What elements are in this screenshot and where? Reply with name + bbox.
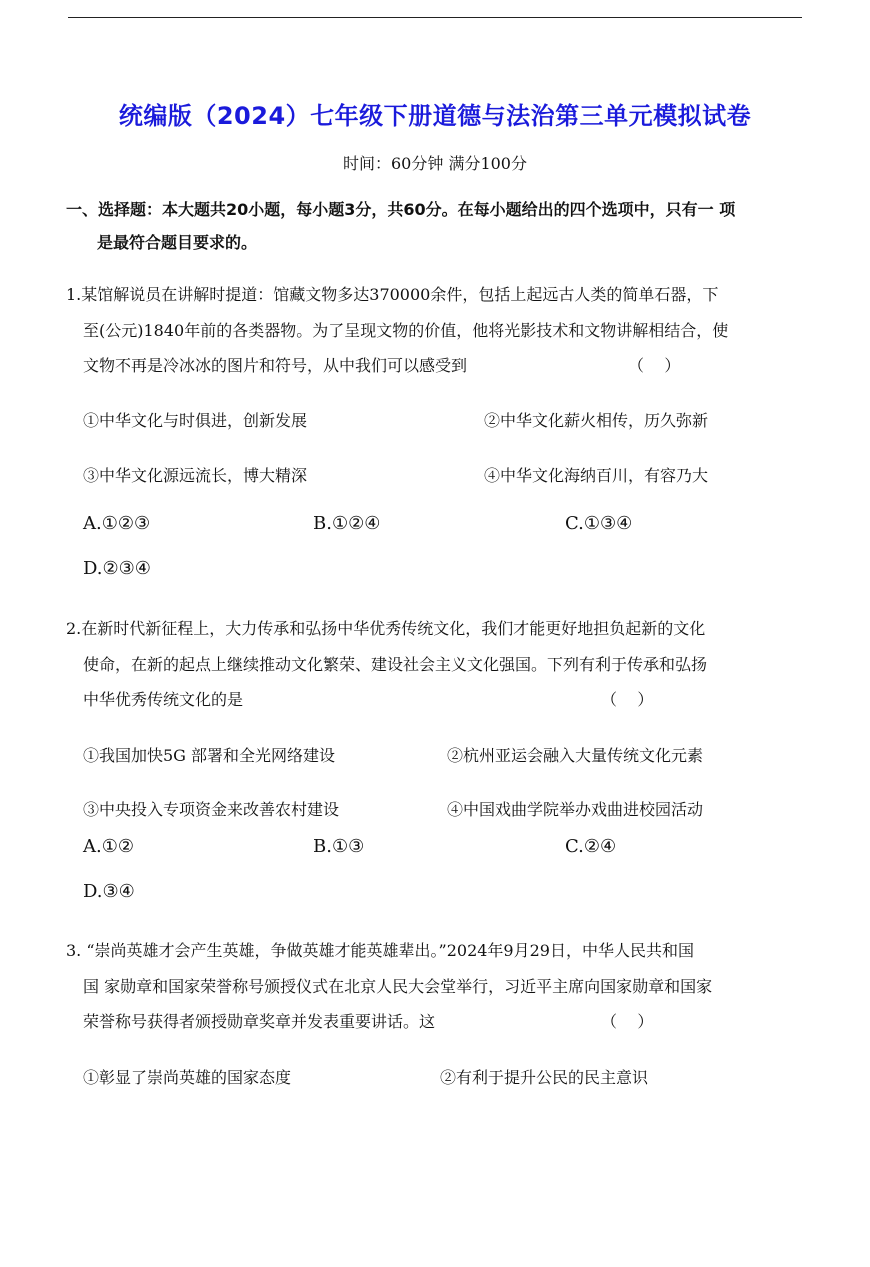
- question-2-statement-3: ③中央投入专项资金来改善农村建设: [83, 800, 340, 819]
- question-1-choice-b: B.①②④: [313, 513, 381, 534]
- exam-time-info: 时间：60分钟 满分100分: [343, 154, 527, 173]
- header-rule: [68, 17, 802, 18]
- question-3-line-3: 荣誉称号获得者颁授勋章奖章并发表重要讲话。这: [83, 1012, 436, 1031]
- question-1-answer-blank: （ ）: [628, 356, 681, 375]
- question-2-stem: [66, 611, 806, 718]
- section-heading-line-2: 是最符合题目要求的。: [97, 233, 258, 252]
- question-1-statement-3: ③中华文化源远流长，博大精深: [83, 466, 308, 485]
- question-1-line-1: 1.某馆解说员在讲解时提道：馆藏文物多达370000余件，包括上起远古人类的简单石器，下: [66, 285, 719, 304]
- question-3-statement-2: ②有利于提升公民的民主意识: [440, 1068, 649, 1087]
- question-1-line-3: 文物不再是冷冰冰的图片和符号，从中我们可以感受到: [83, 356, 468, 375]
- question-2-statement-2: ②杭州亚运会融入大量传统文化元素: [447, 746, 704, 765]
- question-1-choice-c: C.①③④: [565, 513, 633, 534]
- question-3-line-1: 3. “崇尚英雄才会产生英雄，争做英雄才能英雄辈出。”2024年9月29日，中华人民共和国: [66, 941, 694, 960]
- question-1-statement-2: ②中华文化薪火相传，历久弥新: [484, 411, 709, 430]
- question-2-line-1: 2.在新时代新征程上，大力传承和弘扬中华优秀传统文化，我们才能更好地担负起新的文化: [66, 619, 706, 638]
- document-title: 统编版（2024）七年级下册道德与法治第三单元模拟试卷: [118, 102, 752, 130]
- question-2-line-3: 中华优秀传统文化的是: [83, 690, 244, 709]
- question-3-answer-blank: （ ）: [601, 1012, 654, 1031]
- question-3-statement-1: ①彰显了崇尚英雄的国家态度: [83, 1068, 292, 1087]
- question-2-statement-1: ①我国加快5G 部署和全光网络建设: [83, 746, 336, 765]
- section-heading-line-1: 一、选择题：本大题共20小题，每小题3分，共60分。在每小题给出的四个选项中，只有一 项: [66, 200, 736, 219]
- question-1-stem: [66, 277, 806, 384]
- section-heading: [66, 193, 806, 259]
- question-2-choice-a: A.①②: [83, 836, 134, 857]
- question-3-stem: [66, 933, 806, 1040]
- question-2-answer-blank: （ ）: [601, 690, 654, 709]
- question-1-line-2: 至(公元)1840年前的各类器物。为了呈现文物的价值，他将光影技术和文物讲解相结合，使: [83, 320, 729, 340]
- question-1-statement-4: ④中华文化海纳百川，有容乃大: [484, 466, 709, 485]
- question-1-statement-1: ①中华文化与时俱进，创新发展: [83, 411, 308, 430]
- question-1-choice-d: D.②③④: [83, 558, 151, 579]
- question-3-line-2: 国 家勋章和国家荣誉称号颁授仪式在北京人民大会堂举行，习近平主席向国家勋章和国家: [83, 976, 713, 996]
- question-1-choice-a: A.①②③: [83, 513, 151, 534]
- question-2-choice-b: B.①③: [313, 836, 365, 857]
- question-2-choice-d: D.③④: [83, 881, 135, 902]
- question-2-line-2: 使命，在新的起点上继续推动文化繁荣、建设社会主义文化强国。下列有利于传承和弘扬: [83, 654, 708, 674]
- question-2-statement-4: ④中国戏曲学院举办戏曲进校园活动: [447, 800, 704, 819]
- question-2-choice-c: C.②④: [565, 836, 617, 857]
